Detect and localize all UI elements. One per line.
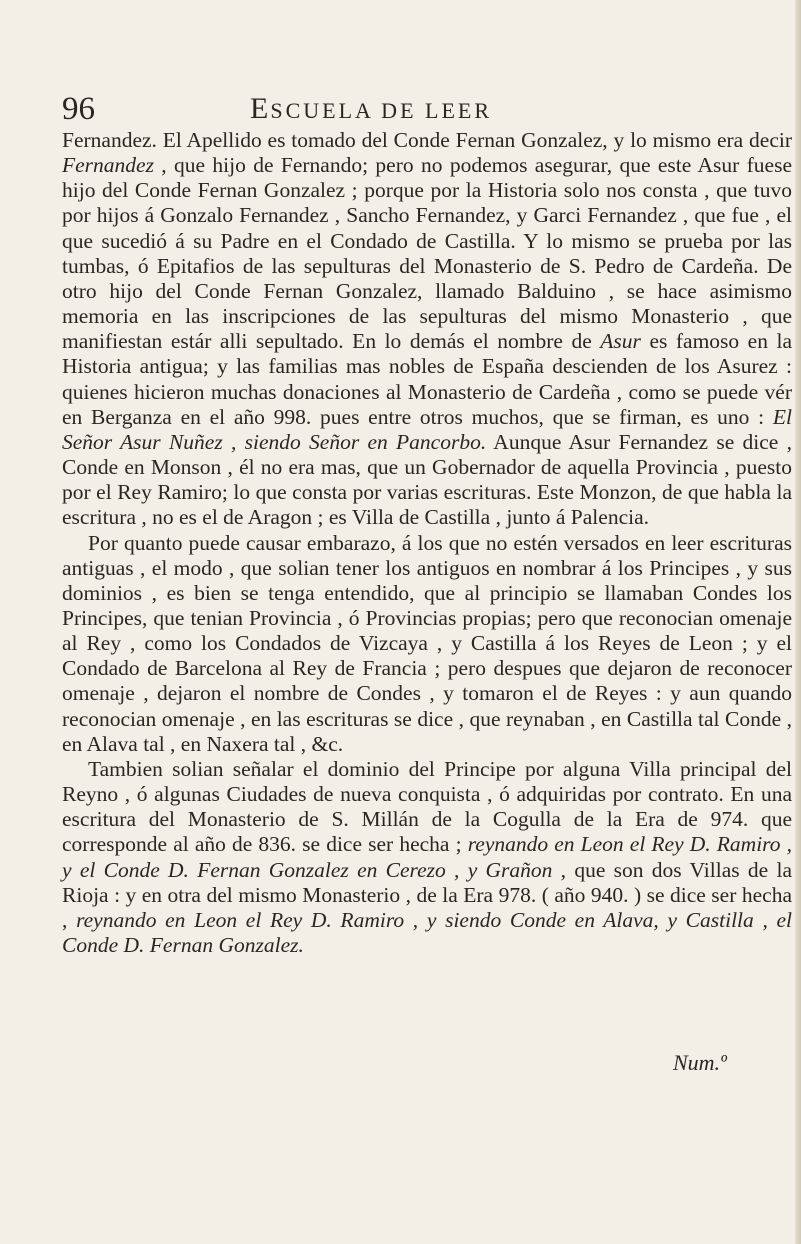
text-run: Tambien solian señalar el dominio del Principe por alguna Villa principal del Reyno , ó algunas Ciudades de nueva conquista , ó adquiridas por contrato. En una escritura del Monasterio de S. Millán de la Cogulla de la Era de 974. que corresponde al año de 836. se dice ser hecha ; [62,756,792,857]
body-text [62,128,792,958]
text-run: Por quanto puede causar embarazo, á los que no estén versados en leer escrituras antiguas , el modo , que solian tener los antiguos en nombrar á los Principes , y sus dominios , es bien se tenga entendido, que al principio se llamaban Condes los Principes, que tenian Provincia , ó Provincias propias; pero que reconocian omenaje al Rey , como los Condados de Vizcaya , y Castilla á los Reyes de Leon ; y el Condado de Barcelona al Rey de Francia ; pero despues que dejaron de reconocer omenaje , dejaron el nombre de Condes , y tomaron el de Reyes : y aun quando reconocian omenaje , en las escrituras se dice , que reynaban , en Castilla tal Conde , en Alava tal , en Naxera tal , &c. [62,530,792,756]
page-edge [795,0,801,1244]
italic-text: El Señor Asur Nuñez , siendo Señor en Pancorbo. [62,404,792,454]
text-run: , que son dos Villas de la Rioja : y en otra del mismo Monasterio , de la Era 978. ( año 940. ) se dice ser hecha , [62,857,792,932]
text-run: Aunque Asur Fernandez se dice , Conde en Monson , él no era mas, que un Gobernador de aquella Provincia , puesto por el Rey Ramiro; lo que consta por varias escrituras. Este Monzon, de que habla la escritura , no es el de Aragon ; es Villa de Castilla , junto á Palencia. [62,429,792,530]
paragraph [62,128,792,531]
italic-text: Asur [600,329,641,354]
italic-text: Fernandez [62,153,154,178]
running-title-initial: E [250,92,271,125]
page-header [62,92,722,126]
running-title [250,94,492,126]
text-run: , que hijo de Fernando; pero no podemos asegurar, que este Asur fuese hijo del Conde Fernan Gonzalez ; porque por la Historia solo nos consta , que tuvo por hijos á Gonzalo Fernandez , Sancho Fernandez, y Garci Fernandez , que fue , el que sucedió á su Padre en el Condado de Castilla. Y lo mismo se prueba por las tumbas, ó Epitafios de las sepulturas del Monasterio de S. Pedro de Cardeña. De otro hijo del Conde Fernan Gonzalez, llamado Balduino , se hace asimismo memoria en las inscripciones de las sepulturas del mismo Monasterio , que manifiestan estár alli sepultado. En lo demás el nombre de [62,153,792,354]
text-run: es famoso en la Historia antigua; y las familias mas nobles de España descienden de los Asurez : quienes hicieron muchas donaciones al Monasterio de Cardeña , como se puede vér en Berganza en el año 998. pues entre otros muchos, que se firman, es uno : [62,329,792,429]
paragraph [62,531,792,757]
text-run: Fernandez. El Apellido es tomado del Conde Fernan Gonzalez, y lo mismo era decir [62,128,792,152]
catchword: Num.º [673,1050,727,1075]
paragraph [62,757,792,958]
italic-text: reynando en Leon el Rey D. Ramiro , y el Conde D. Fernan Gonzalez en Cerezo , y Grañon [62,832,792,882]
page-number: 96 [62,91,95,127]
running-title-rest: SCUELA DE LEER [270,98,492,123]
italic-text: reynando en Leon el Rey D. Ramiro , y siendo Conde en Alava, y Castilla , el Conde D. Fernan Gonzalez. [62,907,793,957]
